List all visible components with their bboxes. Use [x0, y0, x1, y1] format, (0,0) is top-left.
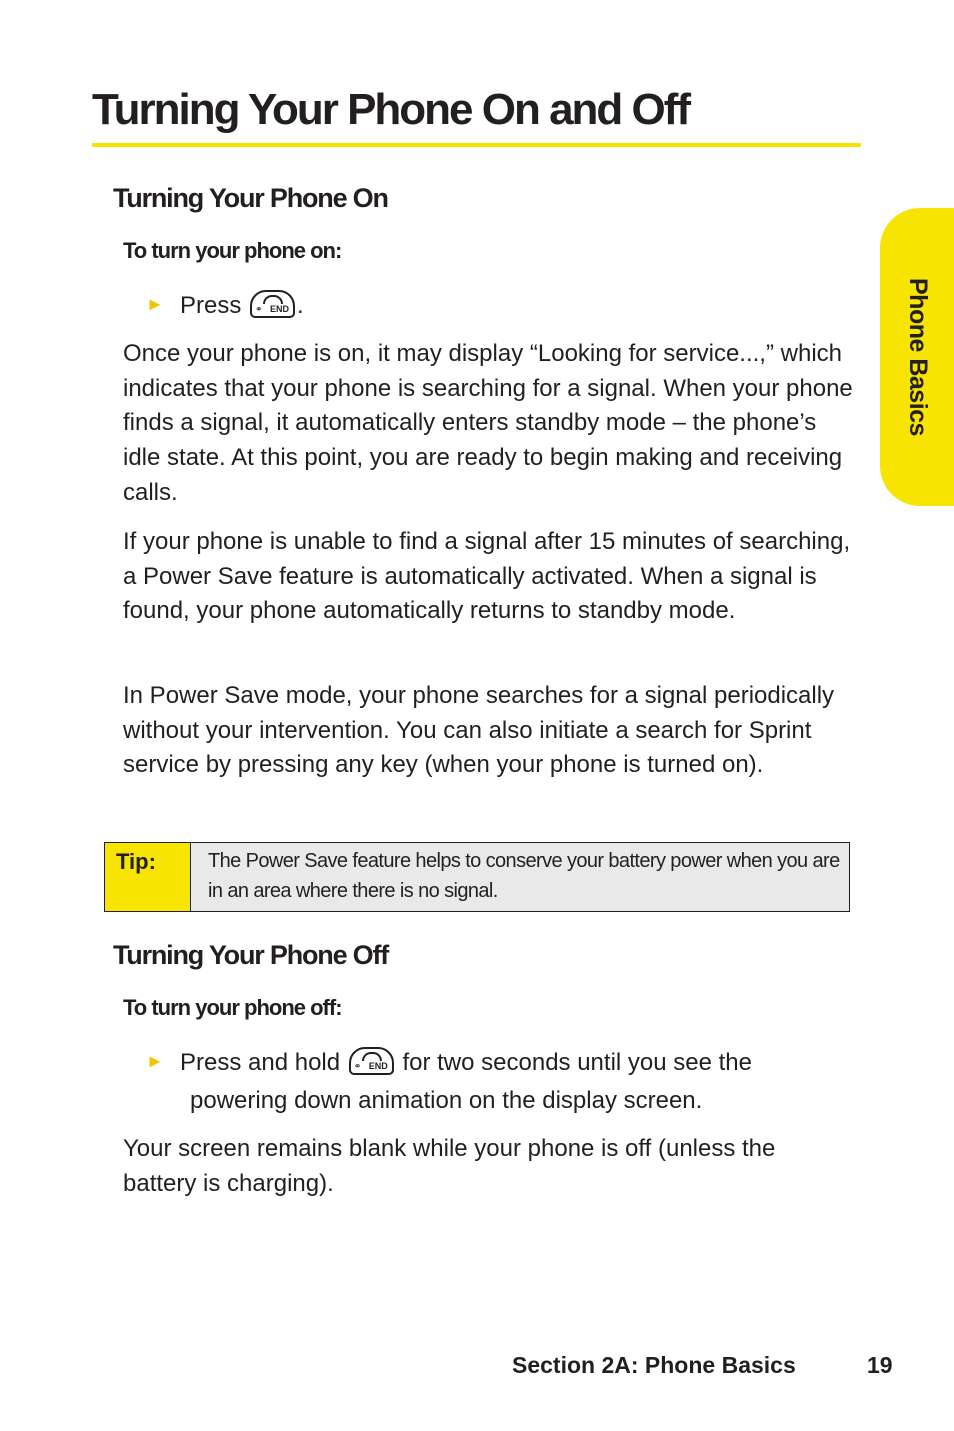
step-turn-on-suffix: .	[297, 292, 304, 319]
step-turn-on	[146, 285, 846, 325]
paragraph-power-save: If your phone is unable to find a signal after 15 minutes of searching, a Power Save feature is automatically activated. When a signal is found, your phone automatically returns to standby mode.	[123, 528, 851, 625]
paragraph-power-save-mode: In Power Save mode, your phone searches for a signal periodically without your intervention. You can also initiate a search for Sprint service by pressing any key (when your phone is turned on).	[123, 682, 835, 779]
title-rule	[92, 143, 861, 147]
heading-turning-on: Turning Your Phone On	[113, 183, 388, 213]
step-turn-on-prefix: Press	[180, 292, 242, 319]
power-glyph-icon: ⚭	[255, 304, 263, 314]
footer-section: Section 2A: Phone Basics	[512, 1352, 796, 1378]
handset-icon	[263, 295, 283, 304]
lead-turn-off: To turn your phone off:	[123, 995, 342, 1020]
tip-box	[104, 842, 850, 912]
end-key-icon	[250, 290, 295, 318]
heading-turning-off: Turning Your Phone Off	[113, 940, 389, 970]
page-number: 19	[867, 1352, 893, 1378]
tip-label: Tip:	[105, 843, 191, 911]
page-title: Turning Your Phone On and Off	[92, 85, 690, 134]
step-turn-off-prefix: Press and hold	[180, 1049, 341, 1076]
lead-turn-on: To turn your phone on:	[123, 238, 342, 263]
paragraph-screen-blank: Your screen remains blank while your phone is off (unless the battery is charging).	[123, 1135, 776, 1197]
power-glyph-icon: ⚭	[353, 1061, 362, 1071]
end-key-icon	[349, 1047, 394, 1075]
end-key-label: END	[270, 304, 290, 314]
step-turn-off-continuation: powering down animation on the display screen.	[190, 1087, 703, 1114]
handset-icon	[362, 1052, 382, 1061]
end-key-label: END	[368, 1061, 388, 1071]
step-turn-off	[146, 1042, 846, 1120]
side-tab-label: Phone Basics	[904, 278, 932, 436]
tip-text: The Power Save feature helps to conserve your battery power when you are in an area where there is no signal.	[191, 843, 849, 911]
bullet-arrow-icon: ►	[146, 294, 164, 314]
bullet-arrow-icon: ►	[146, 1051, 164, 1071]
step-turn-off-suffix: for two seconds until you see the	[402, 1049, 752, 1076]
paragraph-looking-for-service: Once your phone is on, it may display “Looking for service...,” which indicates that your phone is searching for a signal. When your phone finds a signal, it automatically enters standby mode – the phone’s idle state. At this point, you are ready to begin making and receiving calls.	[123, 340, 853, 506]
